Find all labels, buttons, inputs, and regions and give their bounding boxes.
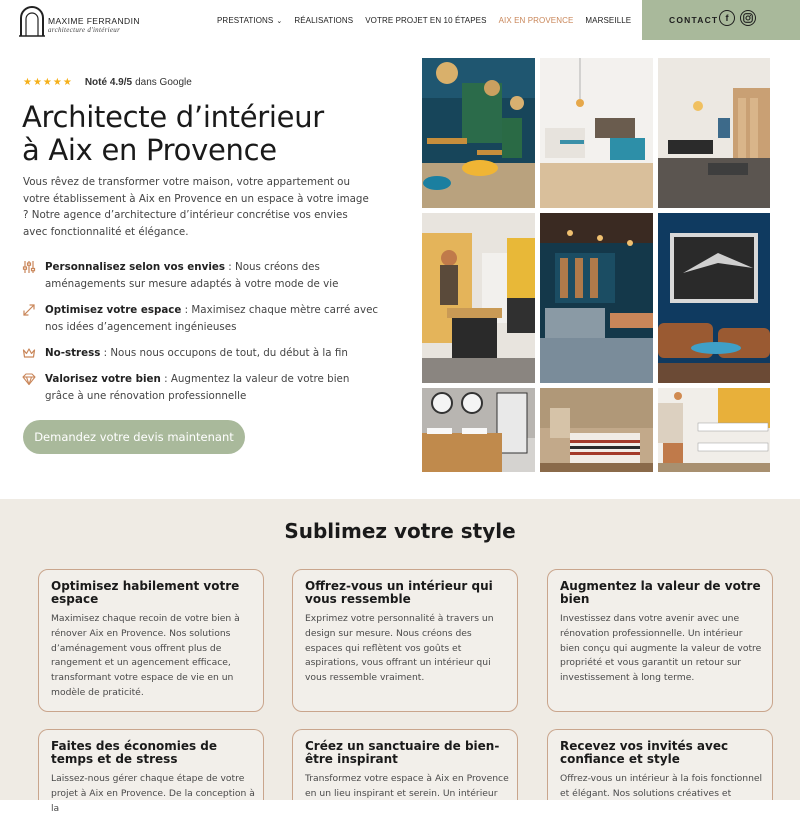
page-title-line1: Architecte d’intérieur — [22, 100, 324, 134]
card-title: Recevez vos invités avec confiance et style — [560, 739, 729, 766]
photo-bedroom-striped-bed — [540, 388, 653, 472]
rating-source: dans Google — [135, 77, 192, 88]
main-nav — [217, 16, 643, 25]
card-text: Transformez votre espace à Aix en Provence en un lieu inspirant et serein. Un intérieur — [305, 773, 509, 799]
nav-item-marseille[interactable] — [585, 16, 631, 25]
card-title: Offrez-vous un intérieur qui vous ressemble — [305, 579, 493, 606]
nav-item-realisations[interactable] — [294, 16, 353, 25]
nav-item-prestations[interactable] — [217, 16, 282, 25]
benefit-card — [547, 569, 773, 712]
logo-name: MAXIME FERRANDIN — [48, 16, 140, 26]
instagram-icon[interactable] — [740, 10, 756, 26]
photo-living-room-wood — [658, 58, 770, 208]
photo-kids-room-bunk — [658, 388, 770, 472]
arch-logo-icon — [19, 5, 45, 37]
card-title: Augmentez la valeur de votre bien — [560, 579, 761, 606]
feature-desc: : Nous créons des aménagements sur mesure adaptés à votre mode de vie — [45, 261, 339, 290]
benefit-card — [38, 729, 264, 814]
instagram-glyph-icon — [743, 13, 753, 23]
sliders-icon — [22, 260, 36, 274]
photo-bathroom-wood-vanity — [422, 388, 535, 472]
card-text: Laissez-nous gérer chaque étape de votre projet à Aix en Provence. De la conception à la — [51, 773, 255, 814]
logo[interactable] — [19, 5, 139, 37]
feature-title: Valorisez votre bien — [45, 373, 161, 385]
rating-score: Noté 4.9/5 — [84, 77, 133, 88]
nav-item-aix-en-provence[interactable] — [499, 16, 574, 25]
feature-text — [45, 371, 380, 404]
feature-title: No-stress — [45, 347, 101, 359]
feature-desc: : Augmentez la valeur de votre bien grâce à une rénovation professionnelle — [45, 373, 350, 402]
nav-item-label: PRESTATIONS — [217, 16, 274, 25]
card-title: Optimisez habilement votre espace — [51, 579, 240, 606]
nav-item-label: MARSEILLE — [585, 16, 632, 25]
expand-arrows-icon — [22, 303, 36, 317]
nav-item-label: VOTRE PROJET EN 10 ÉTAPES — [365, 16, 487, 25]
feature-title: Personnalisez selon vos envies — [45, 261, 225, 273]
photo-bright-living-kitchen — [540, 58, 653, 208]
request-quote-button[interactable]: Demandez votre devis maintenant — [23, 420, 245, 454]
contact-button[interactable]: CONTACT — [669, 15, 719, 25]
logo-tagline: architecture d'intérieur — [48, 26, 121, 34]
google-rating — [23, 77, 192, 88]
facebook-icon[interactable]: f — [719, 10, 735, 26]
card-text: Investissez dans votre avenir avec une rénovation professionnelle. Un intérieur bien conçu qui augmente la valeur de votre propriété et vous garantit un retour sur investissement à long terme. — [560, 613, 762, 684]
section-title: Sublimez votre style — [284, 519, 516, 543]
feature-desc: : Maximisez chaque mètre carré avec nos idées d’agencement ingénieuses — [45, 304, 379, 333]
star-rating-icon: ★★★★★ — [23, 77, 73, 88]
card-text: Maximisez chaque recoin de votre bien à rénover Aix en Provence. Nos solutions d’aménagement vous offrent plus de rangement et un agencement efficace, transformant votre espace de vie en un modèle de praticité. — [51, 613, 240, 698]
hero-description: Vous rêvez de transformer votre maison, votre appartement ou votre établissement à Aix en Provence en un espace à votre image ? Notre agence d’architecture d’intérieur concrétise vos envies avec fonctionnalité et élégance. — [23, 176, 369, 238]
photo-restaurant-blue-wall — [422, 58, 535, 208]
feature-text — [45, 302, 380, 335]
photo-kitchen-yellow-wall — [422, 213, 535, 383]
card-title: Créez un sanctuaire de bien-être inspirant — [305, 739, 500, 766]
benefit-card — [292, 729, 518, 800]
nav-item-label: AIX EN PROVENCE — [498, 16, 574, 25]
page-title — [22, 101, 402, 167]
benefit-card — [38, 569, 264, 712]
chevron-down-icon: ⌄ — [276, 17, 283, 25]
nav-item-projet-10-etapes[interactable] — [365, 16, 486, 25]
feature-title: Optimisez votre espace — [45, 304, 182, 316]
feature-text — [45, 259, 380, 292]
benefit-card — [547, 729, 773, 800]
card-title: Faites des économies de temps et de stress — [51, 739, 218, 766]
card-text: Offrez-vous un intérieur à la fois fonctionnel et élégant. Nos solutions créatives et — [560, 773, 763, 799]
site-header — [0, 0, 800, 40]
nav-item-label: RÉALISATIONS — [294, 16, 354, 25]
crown-icon — [22, 346, 36, 360]
card-text: Exprimez votre personnalité à travers un design sur mesure. Nous créons des espaces qui reflètent vos goûts et aspirations, vous offrant un intérieur qui vous ressemble vraiment. — [305, 613, 494, 684]
benefit-card — [292, 569, 518, 712]
diamond-icon — [22, 372, 36, 386]
page-title-line2: à Aix en Provence — [22, 133, 277, 167]
feature-text — [45, 345, 380, 362]
photo-lounge-chesterfield — [658, 213, 770, 383]
feature-desc: : Nous nous occupons de tout, du début à la fin — [100, 347, 348, 359]
photo-bar-counter-blue — [540, 213, 653, 383]
